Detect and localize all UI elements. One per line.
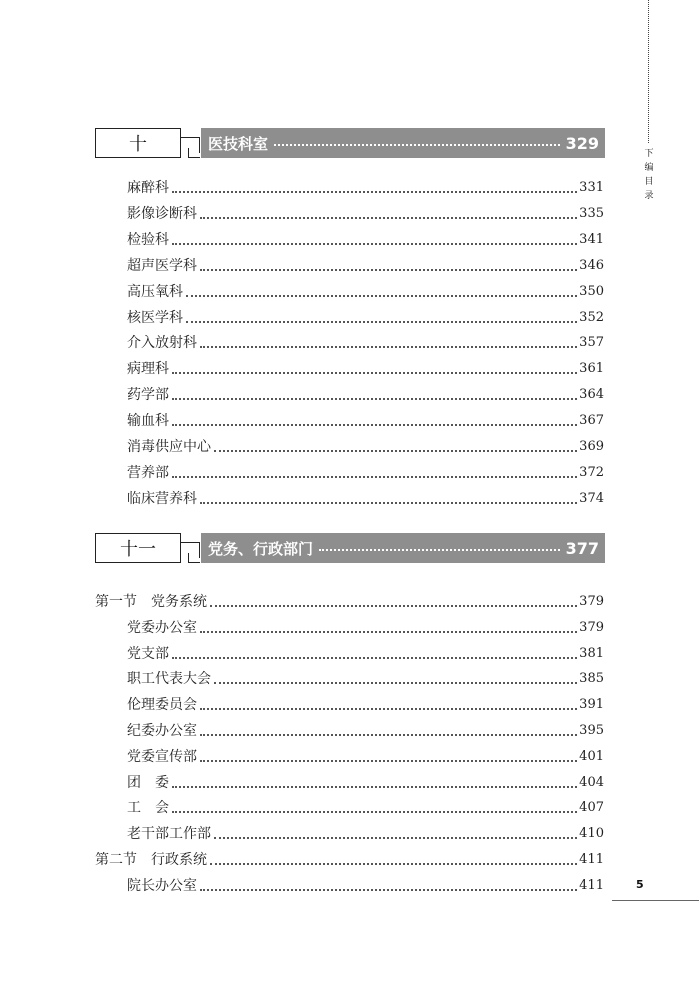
toc-label: 职工代表大会 [127, 671, 211, 688]
toc-page-number: 404 [579, 774, 604, 790]
side-title-char: 下 [644, 149, 654, 159]
toc-page-number: 346 [579, 257, 604, 273]
toc-label: 营养部 [127, 464, 169, 481]
leader-dots [172, 656, 577, 659]
section-title: 医技科室 [208, 134, 269, 153]
leader-dots [274, 143, 560, 146]
toc-row[interactable] [127, 202, 604, 224]
toc-label: 介入放射科 [127, 335, 197, 352]
leader-dots [172, 397, 577, 400]
toc-label: 影像诊断科 [127, 205, 197, 222]
toc-row[interactable] [127, 771, 604, 793]
toc-chapter-row[interactable] [95, 848, 604, 870]
leader-dots [319, 548, 560, 551]
toc-page-number: 369 [579, 439, 604, 454]
toc-row[interactable] [127, 667, 604, 689]
section-number-box [95, 533, 181, 563]
leader-dots [172, 242, 577, 245]
toc-page-number: 361 [579, 361, 604, 377]
toc-label: 临床营养科 [127, 490, 197, 507]
toc-page-number: 341 [579, 231, 604, 247]
section-header-10 [95, 128, 605, 160]
toc-row[interactable] [127, 719, 604, 741]
toc-label: 老干部工作部 [127, 826, 211, 843]
toc-page-number: 407 [579, 800, 604, 816]
toc-row[interactable] [127, 874, 604, 896]
toc-page-number: 357 [579, 335, 604, 351]
leader-dots [200, 888, 577, 891]
toc-label: 党委宣传部 [127, 748, 197, 765]
leader-dots [172, 423, 577, 426]
leader-dots [200, 707, 577, 710]
toc-label: 团 委 [127, 774, 169, 791]
toc-label: 院长办公室 [127, 877, 197, 894]
toc-page-number: 374 [579, 490, 604, 506]
leader-dots [200, 759, 577, 762]
toc-row[interactable] [127, 693, 604, 715]
toc-label: 消毒供应中心 [127, 439, 211, 455]
toc-row[interactable] [127, 796, 604, 818]
toc-page-number: 335 [579, 205, 604, 221]
leader-dots [214, 836, 577, 839]
toc-page-number: 410 [579, 826, 604, 842]
toc-row[interactable] [127, 306, 604, 328]
toc-label: 党委办公室 [127, 619, 197, 636]
toc-label: 党支部 [127, 645, 169, 662]
connector-line [188, 553, 200, 563]
section-title-bar[interactable] [201, 533, 605, 563]
toc-row[interactable] [127, 254, 604, 276]
section-number-box [95, 128, 181, 158]
toc-page-number: 391 [579, 697, 604, 713]
leader-dots [200, 345, 577, 348]
toc-label: 工 会 [127, 800, 169, 817]
leader-dots [186, 294, 577, 297]
leader-dots [172, 190, 577, 193]
side-title-char: 目 [644, 177, 654, 187]
section-title-bar[interactable] [201, 128, 605, 158]
section-number: 十 [129, 134, 147, 155]
toc-label: 麻醉科 [127, 180, 169, 196]
leader-dots [172, 785, 577, 788]
side-title-char: 编 [644, 163, 654, 173]
section-number: 十一 [120, 539, 156, 560]
toc-page-number: 350 [579, 283, 604, 299]
toc-label: 超声医学科 [127, 257, 197, 274]
toc-chapter-row[interactable] [95, 590, 604, 612]
toc-page-number: 401 [579, 748, 604, 764]
connector-line [188, 148, 200, 158]
side-dotted-line [648, 0, 649, 143]
toc-row[interactable] [127, 435, 604, 457]
toc-row[interactable] [127, 357, 604, 379]
leader-dots [214, 449, 577, 452]
toc-row[interactable] [127, 487, 604, 509]
section-page: 377 [565, 538, 599, 558]
leader-dots [210, 862, 577, 865]
toc-label: 病理科 [127, 361, 169, 378]
toc-row[interactable] [127, 822, 604, 844]
side-section-title [640, 147, 658, 203]
leader-dots [186, 320, 577, 323]
page-number: 5 [636, 878, 644, 891]
toc-row[interactable] [127, 745, 604, 767]
leader-dots [200, 733, 577, 736]
toc-page-number: 379 [579, 594, 604, 609]
toc-row[interactable] [127, 616, 604, 638]
toc-page-number: 367 [579, 413, 604, 429]
toc-label: 第二节 行政系统 [95, 852, 207, 868]
toc-label: 检验科 [127, 231, 169, 248]
toc-row[interactable] [127, 176, 604, 198]
leader-dots [200, 630, 577, 633]
toc-label: 药学部 [127, 387, 169, 404]
toc-label: 输血科 [127, 413, 169, 430]
toc-row[interactable] [127, 642, 604, 664]
toc-row[interactable] [127, 383, 604, 405]
leader-dots [200, 216, 577, 219]
toc-label: 高压氧科 [127, 283, 183, 300]
toc-label: 核医学科 [127, 309, 183, 326]
toc-row[interactable] [127, 280, 604, 302]
section-title: 党务、行政部门 [208, 539, 314, 558]
side-title-char: 录 [644, 191, 654, 201]
leader-dots [210, 604, 577, 607]
toc-page-number: 385 [579, 671, 604, 687]
toc-row[interactable] [127, 228, 604, 250]
page-number-rule [612, 900, 699, 901]
toc-page-number: 381 [579, 645, 604, 661]
toc-page-number: 411 [579, 852, 604, 867]
toc-row[interactable] [127, 331, 604, 353]
leader-dots [214, 681, 577, 684]
toc-page-number: 364 [579, 387, 604, 403]
toc-page-number: 411 [579, 877, 604, 893]
toc-label: 第一节 党务系统 [95, 594, 207, 610]
toc-page-number: 372 [579, 464, 604, 480]
toc-label: 伦理委员会 [127, 697, 197, 714]
leader-dots [172, 371, 577, 374]
toc-label: 纪委办公室 [127, 723, 197, 739]
leader-dots [200, 501, 577, 504]
leader-dots [172, 810, 577, 813]
toc-page-number: 379 [579, 619, 604, 635]
leader-dots [172, 475, 577, 478]
toc-page-number: 331 [579, 180, 604, 195]
toc-page-number: 395 [579, 723, 604, 738]
leader-dots [200, 268, 577, 271]
section-page: 329 [565, 133, 599, 153]
toc-row[interactable] [127, 409, 604, 431]
section-header-11 [95, 533, 605, 565]
toc-row[interactable] [127, 461, 604, 483]
toc-page-number: 352 [579, 309, 604, 325]
